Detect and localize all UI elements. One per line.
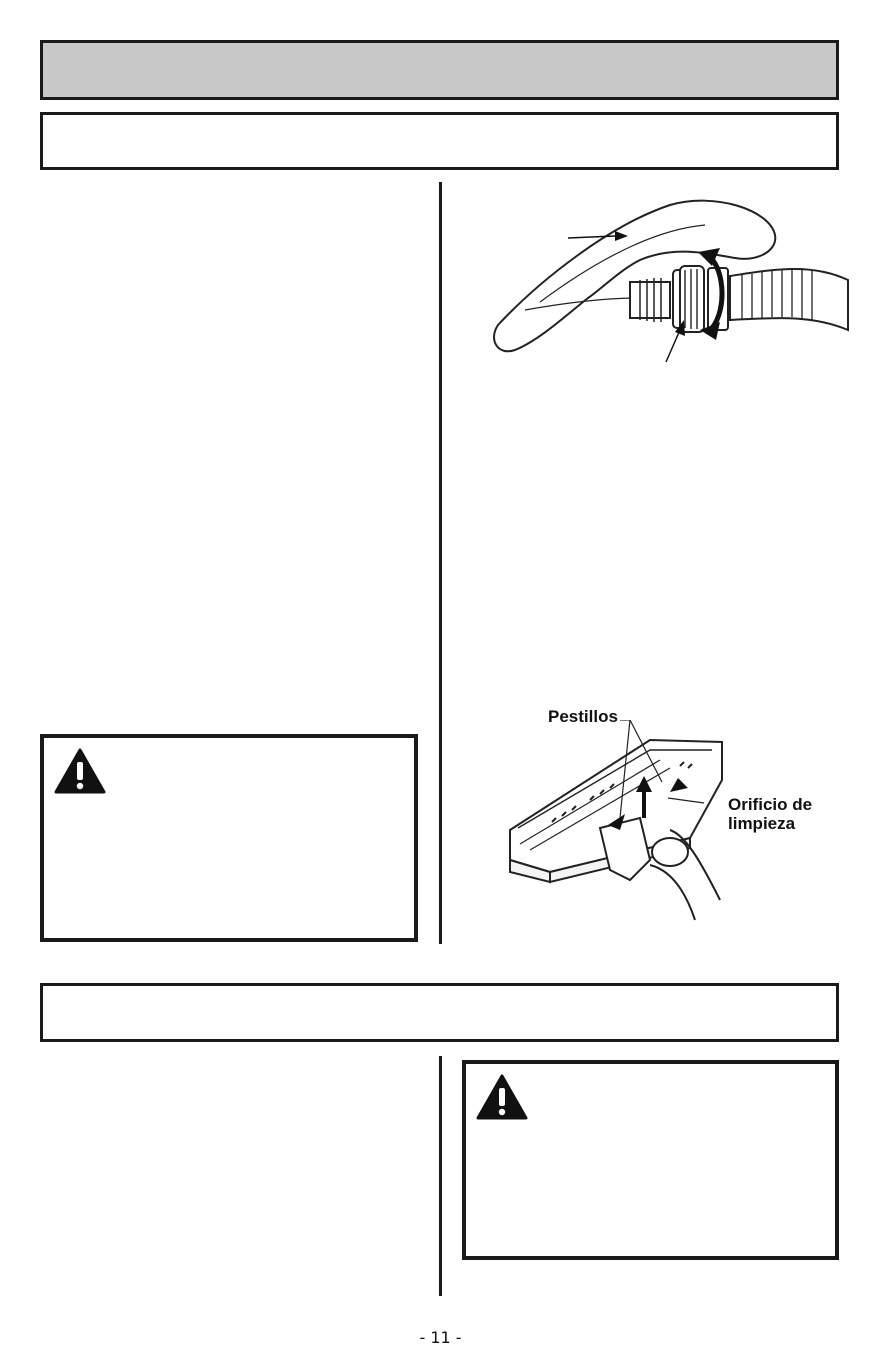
clean-out-label-line1: Orificio de [728,795,813,814]
warning-triangle-icon [54,748,106,794]
warning-box-lower [462,1060,839,1260]
warning-box-upper [40,734,418,942]
latches-label: Pestillos [548,707,618,726]
warning-triangle-icon [476,1074,528,1120]
hose-handle-illustration [480,190,850,370]
column-divider-lower [439,1056,442,1296]
section-header-hose [40,112,839,170]
page-title-bar [40,40,839,100]
nozzle-latch-illustration [490,720,740,925]
section-header-lower [40,983,839,1042]
clean-out-label-line2: limpieza [728,814,796,833]
page-number: - 11 - [419,1328,462,1347]
column-divider-upper [439,182,442,944]
